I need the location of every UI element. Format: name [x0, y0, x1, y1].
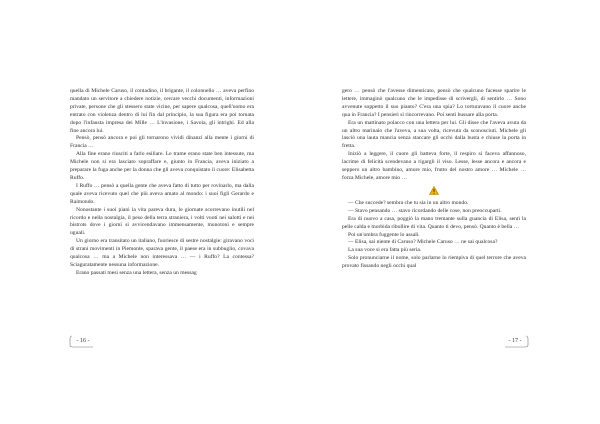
paragraph: Poi un'ombra fuggente lo assalì. [348, 231, 420, 238]
ornament [342, 186, 526, 196]
paragraph: Iniziò a leggere, il cuore gli batteva forte, il respiro si faceva affannoso, lacrime di felicità scendevano a rigargli il viso. Lesse, lesse ancora e ancora e seppero un altro bambino, amore mio, frutto del nostro amore … Michele … forza Michele, amore mio … [342, 151, 526, 181]
right-page-body-after [342, 200, 526, 271]
paragraph: Era un mattinato polacco con una lettera per lui. Gli disse che l'aveva avuta da un altro marinaio che l'aveva, a sua volta, ricevuta da sconosciuti. Michele gli lasciò una lauta mancia senza staccare gli occhi dalla busta e chiuse la porta in fretta. [342, 119, 526, 150]
paragraph: — Stavo pensando … stavo ricordando delle cose, non preoccuparti. [348, 207, 502, 214]
paragraph: Pensò, pensò ancora e poi gli tornarono vividi dinanzi alla mente i giorni di Francia … [70, 135, 254, 150]
left-folio [68, 333, 98, 349]
left-page [70, 88, 254, 348]
left-page-number: - 16 - [76, 338, 90, 344]
paragraph: Era di nuovo a casa, poggiò la mano tremante sulla guancia di Elisa, sentì la pelle calda e morbida ribollire di vita. Quanto ti devo, pensò. Quanto è bella … [342, 215, 526, 230]
warning-triangle-icon [429, 186, 439, 195]
paragraph: Alla fine erano riusciti a farlo esiliare. Le trame erano state ben intessute, ma Michele non si era lasciato sopraffare e, giunto in Francia, aveva iniziato a preparare la fuga anche per la donna che gli aveva conquistato il cuore: Elisabetta Ruffo. [70, 151, 254, 181]
right-page [342, 88, 526, 348]
left-page-body [70, 88, 254, 278]
paragraph: — Elisa, sai niente di Caruso? Michele Caruso … ne sai qualcosa? [348, 239, 498, 246]
paragraph: Solo pronunciarne il nome, solo parlarne lo riempiva di quel terrore che aveva provato fissando negli occhi qual [342, 255, 526, 270]
paragraph: Nonostante i suoi piani la vita pareva dura, le giornate scorrevano inutili nel ricordo e nella nostalgia, il peso della terra straniera, i volti vuoti nei salotti e nei bistrots dove i giorni si avvicendavano immensamente, monotoni e sempre uguali. [70, 206, 254, 237]
right-page-body-before [342, 88, 526, 183]
right-folio [500, 333, 530, 349]
paragraph: gero … pensò che l'avesse dimenticato, pensò che qualcuno facesse sparire le lettere, immaginò qualcuno che le impedisse di scrivergli, di sentirlo … Sono avvenute soppetto il suo pianto? C'era una spia? Lo torturavano il cuore anche qua in Francia? I pensieri si rincorrevano. Poi sentì bussare alla porta. [342, 88, 526, 118]
paragraph: quella di Michele Caruso, il contadino, il brigante, il colonnello … aveva perfino mandato un servitore a chiedere notizie, cercare vecchi documenti, informazioni private, persone che gli stessero state vicine, per sapere qualcosa, quell'uomo era entrato con violenza dentro di lui fin dal principio, la sua figura era poi tornata dopo l'infausta impresa dei Mille … L'invasione, i Savoia, gli intrighi. Ed alla fine ancora lui. [70, 88, 254, 134]
right-page-number: - 17 - [508, 338, 522, 344]
paragraph: La sua voce si era fatta più seria. [348, 247, 422, 254]
paragraph: I Ruffo … pensò a quella gente che aveva fatto di tutto per rovinarlo, ma dalla quale aveva ricevuto quel che più aveva amato al mondo: i suoi figli Gerardo e Raimondo. [70, 182, 254, 205]
paragraph: Un giorno era transitato un italiano, fuoriesce di sestre nostalgie: giravano voci di strani movimenti in Piemonte, sparava gente, il paese era in subbuglio, covava qualcosa … ma a Michele non interessava … — i Ruffo? La contessa? Sciaguratamente nessuna informazione. [70, 238, 254, 268]
paragraph: — Che succede? sembra che tu sia in un altro mondo. [348, 199, 469, 206]
paragraph: Erano passati mesi senza una lettera, senza un messag [76, 269, 197, 276]
